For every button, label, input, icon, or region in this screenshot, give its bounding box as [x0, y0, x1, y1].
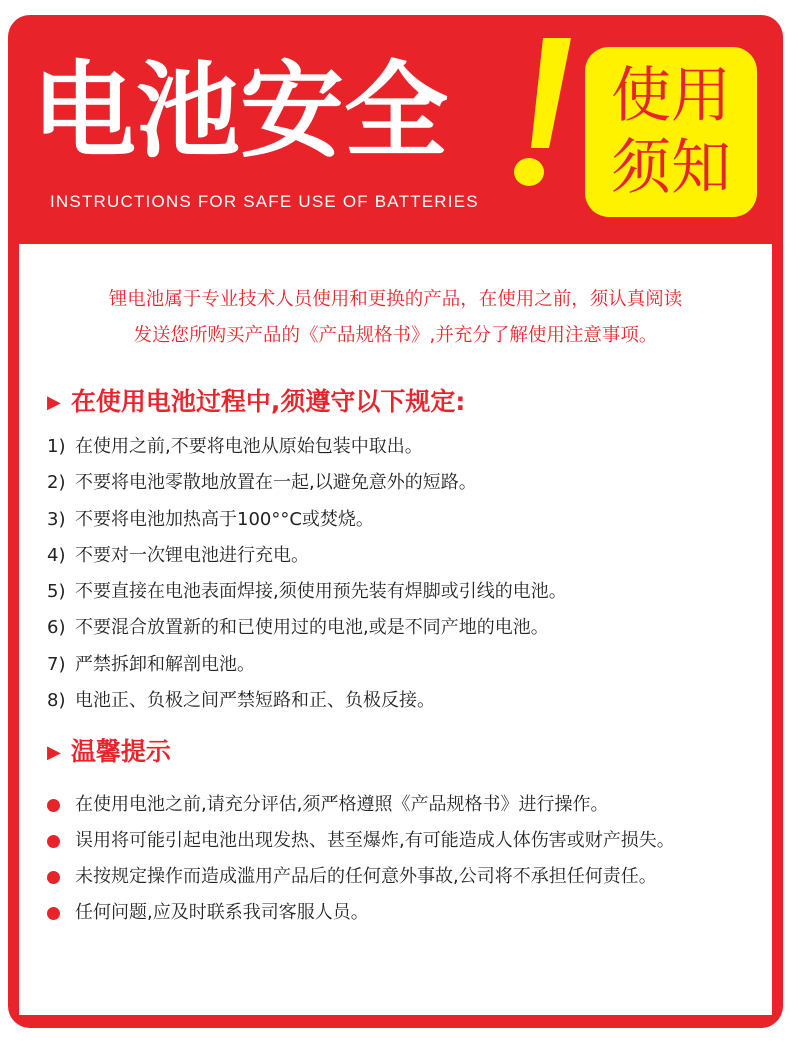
- rule-text: 不要将电池零散地放置在一起,以避免意外的短路。: [75, 472, 477, 494]
- rule-text: 不要直接在电池表面焊接,须使用预先装有焊脚或引线的电池。: [75, 581, 567, 603]
- tip-text: 任何问题,应及时联系我司客服人员。: [75, 902, 369, 923]
- rules-heading-text: 在使用电池过程中,须遵守以下规定:: [70, 387, 466, 416]
- list-item: [47, 860, 747, 894]
- rule-number: 8): [47, 690, 66, 712]
- intro-text: [19, 282, 772, 354]
- rule-number: 2): [47, 472, 66, 494]
- triangle-right-icon: ▶: [47, 392, 61, 413]
- bullet-dot-icon: [47, 907, 60, 920]
- bullet-dot-icon: [47, 799, 60, 812]
- rule-text: 电池正、负极之间严禁短路和正、负极反接。: [75, 690, 435, 712]
- intro-line-1: 锂电池属于专业技术人员使用和更换的产品，在使用之前，须认真阅读: [108, 289, 683, 310]
- rule-number: 5): [47, 581, 66, 603]
- tips-heading: [47, 736, 171, 769]
- badge-line-2: 须知: [611, 133, 731, 203]
- page-subtitle: INSTRUCTIONS FOR SAFE USE OF BATTERIES: [50, 192, 479, 211]
- tips-heading-text: 温馨提示: [70, 737, 171, 766]
- list-item: [47, 465, 767, 501]
- rule-number: 6): [47, 617, 66, 639]
- rule-text: 在使用之前,不要将电池从原始包装中取出。: [75, 436, 423, 457]
- list-item: [47, 788, 747, 822]
- triangle-right-icon: ▶: [47, 742, 61, 763]
- tip-text: 在使用电池之前,请充分评估,须严格遵照《产品规格书》进行操作。: [75, 794, 609, 815]
- rules-heading: [47, 386, 465, 419]
- list-item: [47, 574, 767, 610]
- tip-text: 未按规定操作而造成滥用产品后的任何意外事故,公司将不承担任何责任。: [75, 866, 657, 887]
- list-item: [47, 610, 767, 646]
- rule-number: 1): [47, 436, 66, 457]
- rule-text: 不要对一次锂电池进行充电。: [75, 544, 309, 566]
- badge-line-1: 使用: [611, 61, 731, 131]
- intro-line-2: 发送您所购买产品的《产品规格书》,并充分了解使用注意事项。: [133, 325, 658, 346]
- rule-text: 不要将电池加热高于100°°C或焚烧。: [75, 508, 374, 530]
- bullet-dot-icon: [47, 871, 60, 884]
- rule-number: 4): [47, 544, 66, 566]
- rules-list: [47, 429, 767, 719]
- exclamation-icon: [505, 30, 575, 190]
- list-item: [47, 502, 767, 538]
- list-item: [47, 896, 747, 930]
- page-title: 电池安全: [32, 50, 449, 172]
- list-item: [47, 824, 747, 858]
- tip-text: 误用将可能引起电池出现发热、甚至爆炸,有可能造成人体伤害或财产损失。: [75, 830, 675, 851]
- rule-text: 严禁拆卸和解剖电池。: [75, 653, 255, 675]
- list-item: [47, 429, 767, 465]
- notice-badge: [585, 47, 757, 217]
- content-panel: [19, 244, 772, 1015]
- rule-number: 3): [47, 508, 66, 530]
- list-item: [47, 683, 767, 719]
- list-item: [47, 647, 767, 683]
- rule-text: 不要混合放置新的和已使用过的电池,或是不同产地的电池。: [75, 617, 549, 639]
- rule-number: 7): [47, 653, 66, 675]
- bullet-dot-icon: [47, 835, 60, 848]
- list-item: [47, 538, 767, 574]
- tips-list: [47, 788, 747, 932]
